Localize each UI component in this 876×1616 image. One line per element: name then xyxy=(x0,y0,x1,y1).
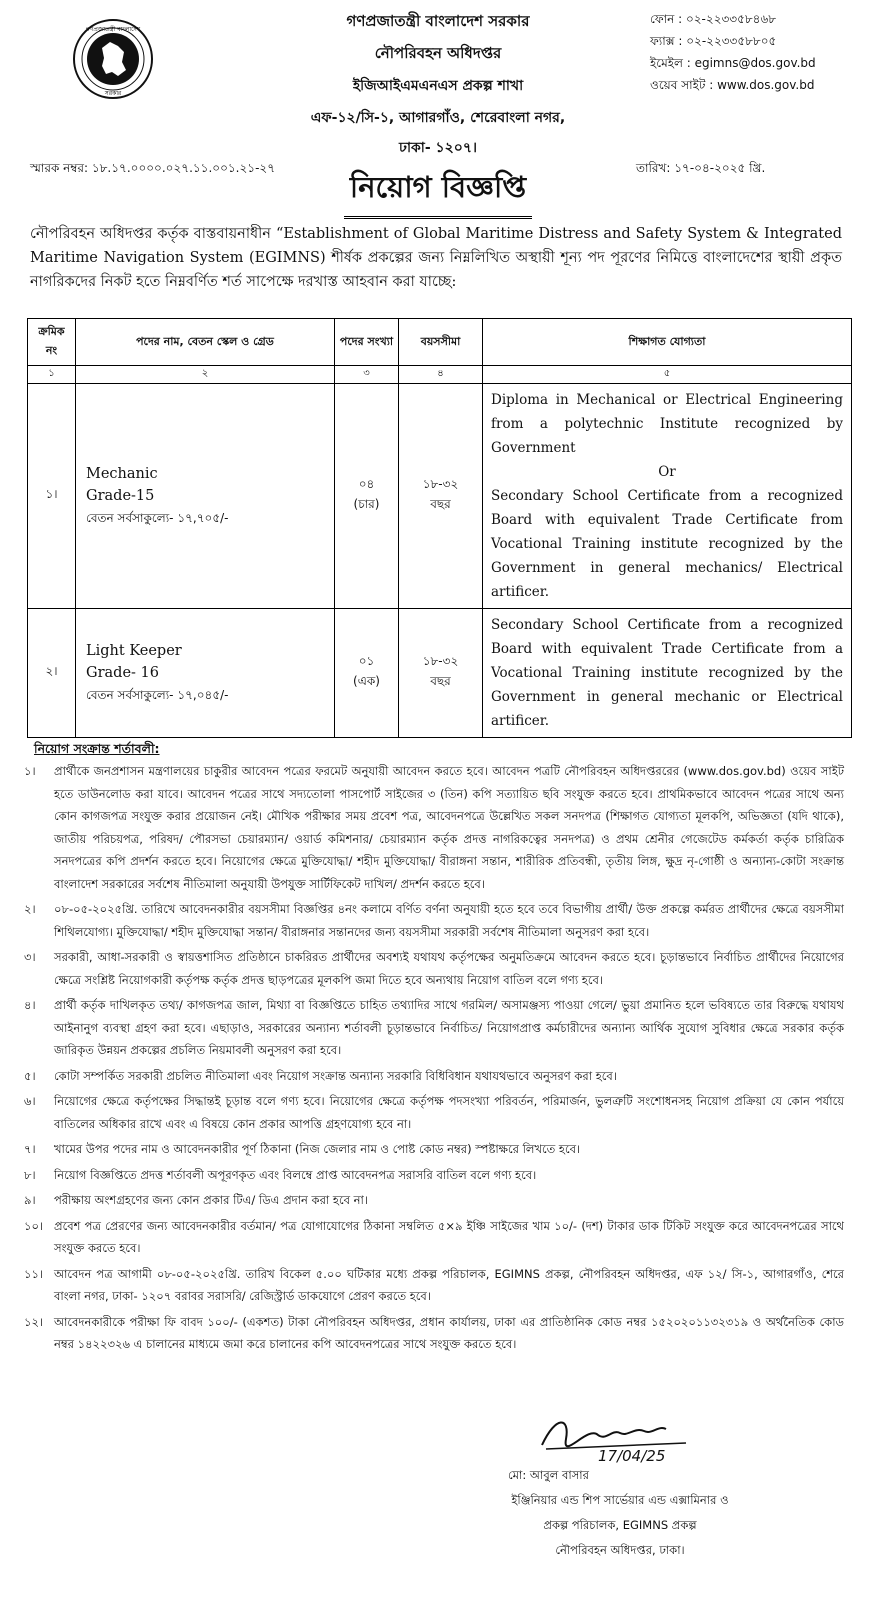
education-text: Diploma in Mechanical or Electrical Engineering from a polytechnic Institute recognized by Government xyxy=(491,392,843,456)
header-department: নৌপরিবহন অধিদপ্তর xyxy=(374,44,502,62)
post-pay: বেতন সর্বসাকুল্যে- ১৭,০৪৫/- xyxy=(86,688,229,702)
conditions-title: নিয়োগ সংক্রান্ত শর্তাবলী: xyxy=(34,741,160,756)
col-number: ৪ xyxy=(399,366,483,384)
post-cell xyxy=(76,384,335,609)
signatory-office: নৌপরিবহন অধিদপ্তর, ঢাকা। xyxy=(555,1543,685,1557)
count-cell xyxy=(335,384,399,609)
education-or: Or xyxy=(658,464,676,480)
age-cell xyxy=(399,384,483,609)
col-header-age: বয়সসীমা xyxy=(399,319,483,366)
condition-number: ২। xyxy=(24,902,36,916)
condition-text: সরকারী, আধা-সরকারী ও স্বায়ত্তশাসিত প্রতিষ্ঠানে চাকরিরত প্রার্থীদের অবশ্যই যথাযথ কর্তৃপক্ষের অনুমতিক্রমে আবেদন করতে হবে। চূড়ান্তভাবে নির্বাচিত প্রার্থীদের নিয়োগের ক্ষেত্রে সংশ্লিষ্ট নিয়োগকারী কর্তৃপক্ষ কর্তৃক প্রদত্ত ছাড়পত্রের মূলকপি জমা দিতে হবে অন্যথায় নিয়োগ বাতিল বলে গণ্য হবে। xyxy=(54,950,844,987)
age-range: ১৮-৩২ xyxy=(422,477,459,491)
col-header-education: শিক্ষাগত যোগ্যতা xyxy=(483,319,852,366)
post-name: Mechanic xyxy=(86,466,158,482)
col-number: ৫ xyxy=(483,366,852,384)
col-header-post: পদের নাম, বেতন স্কেল ও গ্রেড xyxy=(76,319,335,366)
age-cell xyxy=(399,609,483,738)
page-title: নিয়োগ বিজ্ঞপ্তি xyxy=(344,165,532,219)
intro-paragraph: নৌপরিবহন অধিদপ্তর কর্তৃক বাস্তবায়নাধীন “Establishment of Global Maritime Distress and Safety System & Integrated Maritime Navigation System (EGIMNS) শীর্ষক প্রকল্পের জন্য নিম্নলিখিত অস্থায়ী শূন্য পদ পূরণের নিমিত্তে বাংলাদেশের স্থায়ী প্রকৃত নাগরিকদের নিকট হতে নিম্নবর্ণিত শর্ত সাপেক্ষে দরখাস্ত আহবান করা যাচ্ছে: xyxy=(30,226,842,290)
condition-number: ১। xyxy=(24,764,36,778)
svg-text:গণপ্রজাতন্ত্রী বাংলাদেশ: গণপ্রজাতন্ত্রী বাংলাদেশ xyxy=(85,26,141,33)
list-item xyxy=(24,1311,844,1356)
title-wrap xyxy=(0,165,876,219)
list-item xyxy=(24,1090,844,1135)
contact-fax: ফ্যাক্স : ০২-২২৩৩৫৮৮০৫ xyxy=(650,34,777,48)
condition-number: ১০। xyxy=(24,1218,44,1233)
list-item xyxy=(24,1189,844,1212)
condition-number: ৭। xyxy=(24,1142,36,1156)
col-number: ১ xyxy=(28,366,76,384)
post-count-words: (চার) xyxy=(353,497,380,511)
age-unit: বছর xyxy=(430,497,451,511)
list-item xyxy=(24,1138,844,1161)
list-item xyxy=(24,898,844,943)
condition-text: নিয়োগের ক্ষেত্রে কর্তৃপক্ষের সিদ্ধান্তই চূড়ান্ত বলে গণ্য হবে। নিয়োগের ক্ষেত্রে কর্তৃপক্ষ পদসংখ্যা পরিবর্তন, পরিমার্জন, ভুলত্রুটি সংশোধনসহ নিয়োগ প্রক্রিয়া যে কোন পর্যায়ে বাতিলের অধিকার রাখে এবং এ বিষয়ে কোন প্রকার আপত্তি গ্রহণযোগ্য হবে না। xyxy=(54,1094,844,1131)
condition-number: ৫। xyxy=(24,1068,36,1083)
col-number: ৩ xyxy=(335,366,399,384)
education-cell xyxy=(483,384,852,609)
age-unit: বছর xyxy=(430,674,451,688)
post-cell xyxy=(76,609,335,738)
condition-text: নিয়োগ বিজ্ঞপ্তিতে প্রদত্ত শর্তাবলী অপূরণকৃত এবং বিলম্বে প্রাপ্ত আবেদনপত্র সরাসরি বাতিল বলে গণ্য হবে। xyxy=(54,1167,537,1182)
education-text: Secondary School Certificate from a recognized Board with equivalent Trade Certificate from Vocational Training institute recognized by the Government in general mechanics/ Electrical artificer. xyxy=(491,488,843,600)
condition-number: ৩। xyxy=(24,950,36,964)
column-number-row xyxy=(28,366,852,384)
condition-text: পরীক্ষায় অংশগ্রহণের জন্য কোন প্রকার টিএ/ ডিএ প্রদান করা হবে না। xyxy=(54,1193,368,1207)
list-item xyxy=(24,760,844,895)
condition-number: ৪। xyxy=(24,998,36,1012)
condition-text: ০৮-০৫-২০২৫খ্রি. তারিখে আবেদনকারীর বয়সসীমা বিজ্ঞপ্তির ৪নং কলামে বর্ণিত বর্ণনা অনুযায়ী হতে হবে তবে বিভাগীয় প্রার্থী/ উক্ত প্রকল্পে কর্মরত প্রার্থীদের ক্ষেত্রে বয়সসীমা শিথিলযোগ্য। মুক্তিযোদ্ধা/ শহীদ মুক্তিযোদ্ধা সন্তান/ বীরাঙ্গনার সন্তানদের জন্য বয়সসীমা সরকারী সর্বশেষ নীতিমালা অনুসরণ করা হবে। xyxy=(54,902,844,939)
table-row xyxy=(28,609,852,738)
condition-text: প্রার্থীকে জনপ্রশাসন মন্ত্রণালয়ের চাকুরীর আবেদন পত্রের ফরমেট অনুযায়ী আবেদন করতে হবে। আবেদন পত্রটি নৌপরিবহন অধিদপ্তররের (www.dos.gov.bd) ওয়েব সাইট হতে ডাউনলোড করা যাবে। আবেদন পত্রের সাথে সদ্যতোলা পাসপোর্ট সাইজের ৩ (তিন) কপি সত্যায়িত ছবি সংযুক্ত করতে হবে। প্রাথমিকভাবে আবেদন পত্রের সাথে অন্য কোন কাগজপত্র সংযুক্ত করার প্রয়োজন নেই। মৌখিক পরীক্ষার সময় প্রবেশ পত্র, আবেদনপত্রে উল্লেখিত সকল সনদপত্র (শিক্ষাগত যোগ্যতা মূলকপি, অভিজ্ঞতা (যদি থাকে), জাতীয় পরিচয়পত্র, পরিষদ/ পৌরসভা চেয়ারম্যান/ ওয়ার্ড কমিশনার/ চেয়ারম্যান কর্তৃক প্রদত্ত নাগরিকত্বের সনদপত্র) ও প্রথম শ্রেনীর গেজেটেড কর্মকর্তা কর্তৃক চারিত্রিক সনদপত্রের কপি প্রদর্শন করতে হবে। নিয়োগের ক্ষেত্রে মুক্তিযোদ্ধা/ শহীদ মুক্তিযোদ্ধা/ বীরাঙ্গনা সন্তান, শারীরিক প্রতিবন্ধী, তৃতীয় লিঙ্গ, ক্ষুদ্র নৃ-গোষ্ঠী ও অন্যান্য-কোটা সংক্রান্ত বাংলাদেশ সরকারের সর্বশেষ নীতিমালা অনুযায়ী উপযুক্ত সার্টিফিকেট দাখিল/ প্রদর্শন করতে হবে। xyxy=(54,764,844,891)
signatory-project: প্রকল্প পরিচালক, EGIMNS প্রকল্প xyxy=(543,1518,697,1532)
col-header-serial: ক্রমিক নং xyxy=(28,319,76,366)
vacancy-table xyxy=(27,318,852,738)
condition-number: ১১। xyxy=(24,1266,44,1281)
row-serial: ২। xyxy=(28,609,76,738)
condition-text: আবেদনকারীকে পরীক্ষা ফি বাবদ ১০০/- (একশত) টাকা নৌপরিবহন অধিদপ্তর, প্রধান কার্যালয়, ঢাকা এর প্রাতিষ্ঠানিক কোড নম্বর ১৫২০২০১১৩২৩১৯ ও অর্থনৈতিক কোড নম্বর ১৪২২৩২৬ এ চালানের মাধ্যমে জমা করে চালানের কপি আবেদনপত্রের সাথে সংযুক্ত করতে হবে। xyxy=(54,1314,844,1351)
condition-text: কোটা সম্পর্কিত সরকারী প্রচলিত নীতিমালা এবং নিয়োগ সংক্রান্ত অন্যান্য সরকারি বিধিবিধান যথাযথভাবে অনুসরণ করা হবে। xyxy=(54,1068,617,1083)
header-government: গণপ্রজাতন্ত্রী বাংলাদেশ সরকার xyxy=(346,12,530,30)
header-address: এফ-১২/সি-১, আগারগাঁও, শেরেবাংলা নগর, xyxy=(310,110,566,126)
condition-text: আবেদন পত্র আগামী ০৮-০৫-২০২৫খ্রি. তারিখ বিকেল ৫.০০ ঘটিকার মধ্যে প্রকল্প পরিচালক, EGIMNS প্রকল্প, নৌপরিবহন অধিদপ্তর, এফ ১২/ সি-১, আগারগাঁও, শেরে বাংলা নগর, ঢাকা- ১২০৭ বরাবর সরাসরি/ রেজিস্ট্রার্ড ডাকযোগে প্রেরণ করতে হবে। xyxy=(54,1266,844,1303)
post-count: ০৪ xyxy=(358,477,375,491)
education-text: Secondary School Certificate from a recognized Board with equivalent Trade Certificate from a Vocational Training institute recognized by the Government in general mechanic or Electrical artificer. xyxy=(491,617,843,729)
condition-text: প্রবেশ পত্র প্রেরণের জন্য আবেদনকারীর বর্তমান/ পত্র যোগাযোগের ঠিকানা সম্বলিত ৫×৯ ইঞ্চি সাইজের খাম ১০/- (দশ) টাকার ডাক টিকিট সংযুক্ত করে আবেদনপত্রের সাথে সংযুক্ত করতে হবে। xyxy=(54,1218,844,1255)
header-city: ঢাকা- ১২০৭। xyxy=(399,140,477,156)
list-item xyxy=(24,1263,844,1308)
list-item xyxy=(24,1164,844,1187)
svg-text:সরকার: সরকার xyxy=(104,90,122,97)
signature-block xyxy=(460,1463,780,1563)
contact-phone: ফোন : ০২-২২৩৩৫৮৪৬৮ xyxy=(650,12,777,26)
conditions-list xyxy=(24,760,844,1359)
memo-number: স্মারক নম্বর: ১৮.১৭.০০০০.০২৭.১১.০০১.২১-২৭ xyxy=(30,161,276,175)
condition-number: ১২। xyxy=(24,1314,44,1329)
post-grade: Grade- 16 xyxy=(86,665,159,681)
memo-date: তারিখ: ১৭-০৪-২০২৫ খ্রি. xyxy=(636,161,766,175)
post-grade: Grade-15 xyxy=(86,488,155,504)
age-range: ১৮-৩২ xyxy=(422,654,459,668)
signature-date: 17/04/25 xyxy=(598,1447,666,1463)
post-count-words: (এক) xyxy=(353,674,380,688)
col-number: ২ xyxy=(76,366,335,384)
list-item xyxy=(24,946,844,991)
post-name: Light Keeper xyxy=(86,643,182,659)
col-header-count: পদের সংখ্যা xyxy=(335,319,399,366)
list-item xyxy=(24,1215,844,1260)
row-serial: ১। xyxy=(28,384,76,609)
condition-text: খামের উপর পদের নাম ও আবেদনকারীর পূর্ণ ঠিকানা (নিজ জেলার নাম ও পোষ্ট কোড নম্বর) স্পষ্টাক্ষরে লিখতে হবে। xyxy=(54,1142,581,1156)
header-project-branch: ইজিআইএমএনএস প্রকল্প শাখা xyxy=(352,78,524,94)
table-header-row xyxy=(28,319,852,366)
table-row xyxy=(28,384,852,609)
signatory-designation: ইঞ্জিনিয়ার এন্ড শিপ সার্ভেয়ার এন্ড এক্সামিনার ও xyxy=(511,1493,729,1507)
list-item xyxy=(24,1065,844,1088)
contact-website: ওয়েব সাইট : www.dos.gov.bd xyxy=(650,78,815,92)
contact-email: ইমেইল : egimns@dos.gov.bd xyxy=(650,56,816,70)
post-count: ০১ xyxy=(358,654,375,668)
condition-number: ৬। xyxy=(24,1094,36,1108)
signatory-name: মো: আবুল বাসার xyxy=(508,1468,589,1482)
post-pay: বেতন সর্বসাকুল্যে- ১৭,৭০৫/- xyxy=(86,511,229,525)
condition-number: ৮। xyxy=(24,1167,36,1182)
education-cell xyxy=(483,609,852,738)
condition-text: প্রার্থী কর্তৃক দাখিলকৃত তথ্য/ কাগজপত্র জাল, মিথ্যা বা বিজ্ঞপ্তিতে চাহিত তথ্যাদির সাথে গরমিল/ অসামঞ্জস্য পাওয়া গেলে/ ভুয়া প্রমানিত হলে ভবিষ্যতে তার বিরুদ্ধে যথাযথ আইনানুগ ব্যবস্থা গ্রহণ করা হবে। এছাড়াও, সরকারের অন্যান্য শর্তাবলী চূড়ান্তভাবে নির্বাচিত/ নিয়োগপ্রাপ্ত কর্মচারীদের অন্যান্য আর্থিক সুযোগ সুবিধার ক্ষেত্রে সরকার কর্তৃক জারিকৃত উন্নয়ন প্রকল্পের প্রচলিত নিয়মাবলী অনুসরণ করা হবে। xyxy=(54,998,844,1057)
signature-mark xyxy=(536,1405,706,1463)
count-cell xyxy=(335,609,399,738)
condition-number: ৯। xyxy=(24,1193,36,1207)
list-item xyxy=(24,994,844,1062)
